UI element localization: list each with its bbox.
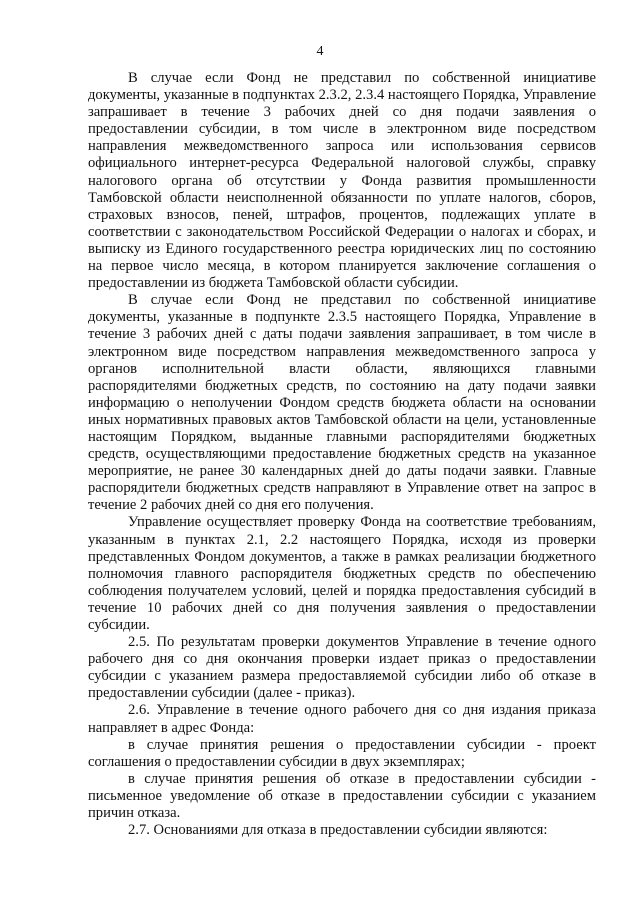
paragraph-document-request: В случае если Фонд не представил по собственной инициативе документы, указанные в подпунктах 2.3.2, 2.3.4 настоящего Порядка, Управление запрашивает в течение 3 рабочих дней со дня подачи заявления о предоставлении субсидии, в том числе в электронном виде посредством направления межведомственного запроса или использования сервисов официального интернет-ресурса Федеральной налоговой службы, справку налогового органа об отсутствии у Фонда развития промышленности Тамбовской области неисполненной обязанности по уплате налогов, сборов, страховых взносов, пеней, штрафов, процентов, подлежащих уплате в соответствии с законодательством Российской Федерации о налогах и сборах, и выписку из Единого государственного реестра юридических лиц по состоянию на первое число месяца, в котором планируется заключение соглашения о предоставлении из бюджета Тамбовской области субсидии.	[88, 70, 596, 292]
paragraph-2-5-order: 2.5. По результатам проверки документов Управление в течение одного рабочего дня со дня окончания проверки издает приказ о предоставлении субсидии с указанием размера предоставляемой субсидии либо об отказе в предоставлении субсидии (далее - приказ).	[88, 634, 596, 702]
page-number: 4	[316, 44, 324, 59]
paragraph-2-7-refusal-grounds: 2.7. Основаниями для отказа в предоставлении субсидии являются:	[128, 822, 548, 839]
paragraph-budget-funds-request: В случае если Фонд не представил по собственной инициативе документы, указанные в подпункте 2.3.5 настоящего Порядка, Управление в течение 3 рабочих дней с даты подачи заявления запрашивает, в том числе в электронном виде посредством направления межведомственного запроса у органов исполнительной власти области, являющихся главными распорядителями бюджетных средств, по состоянию на дату подачи заявки информацию о неполучении Фондом средств бюджета области на основании иных нормативных правовых актов Тамбовской области на цели, установленные настоящим Порядком, выданные главными распорядителями бюджетных средств, осуществляющими предоставление бюджетных средств на указанное мероприятие, не ранее 30 календарных дней до даты подачи заявки. Главные распорядители бюджетных средств направляют в Управление ответ на запрос в течение 2 рабочих дней со дня его получения.	[88, 292, 596, 514]
paragraph-fund-verification: Управление осуществляет проверку Фонда на соответствие требованиям, указанным в пунктах 2.1, 2.2 настоящего Порядка, исходя из проверки представленных Фондом документов, а также в рамках реализации бюджетного полномочия главного распорядителя бюджетных средств по обеспечению соблюдения получателем условий, целей и порядка предоставления субсидий в течение 10 рабочих дней со дня получения заявления о предоставлении субсидии.	[88, 514, 596, 633]
document-body	[88, 70, 596, 839]
paragraph-refusal-case: в случае принятия решения об отказе в предоставлении субсидии - письменное уведомление об отказе в предоставлении субсидии с указанием причин отказа.	[88, 770, 596, 822]
paragraph-2-6-notification: 2.6. Управление в течение одного рабочего дня со дня издания приказа направляет в адрес Фонда:	[88, 702, 596, 736]
paragraph-approval-case: в случае принятия решения о предоставлении субсидии - проект соглашения о предоставлении субсидии в двух экземплярах;	[88, 736, 596, 770]
